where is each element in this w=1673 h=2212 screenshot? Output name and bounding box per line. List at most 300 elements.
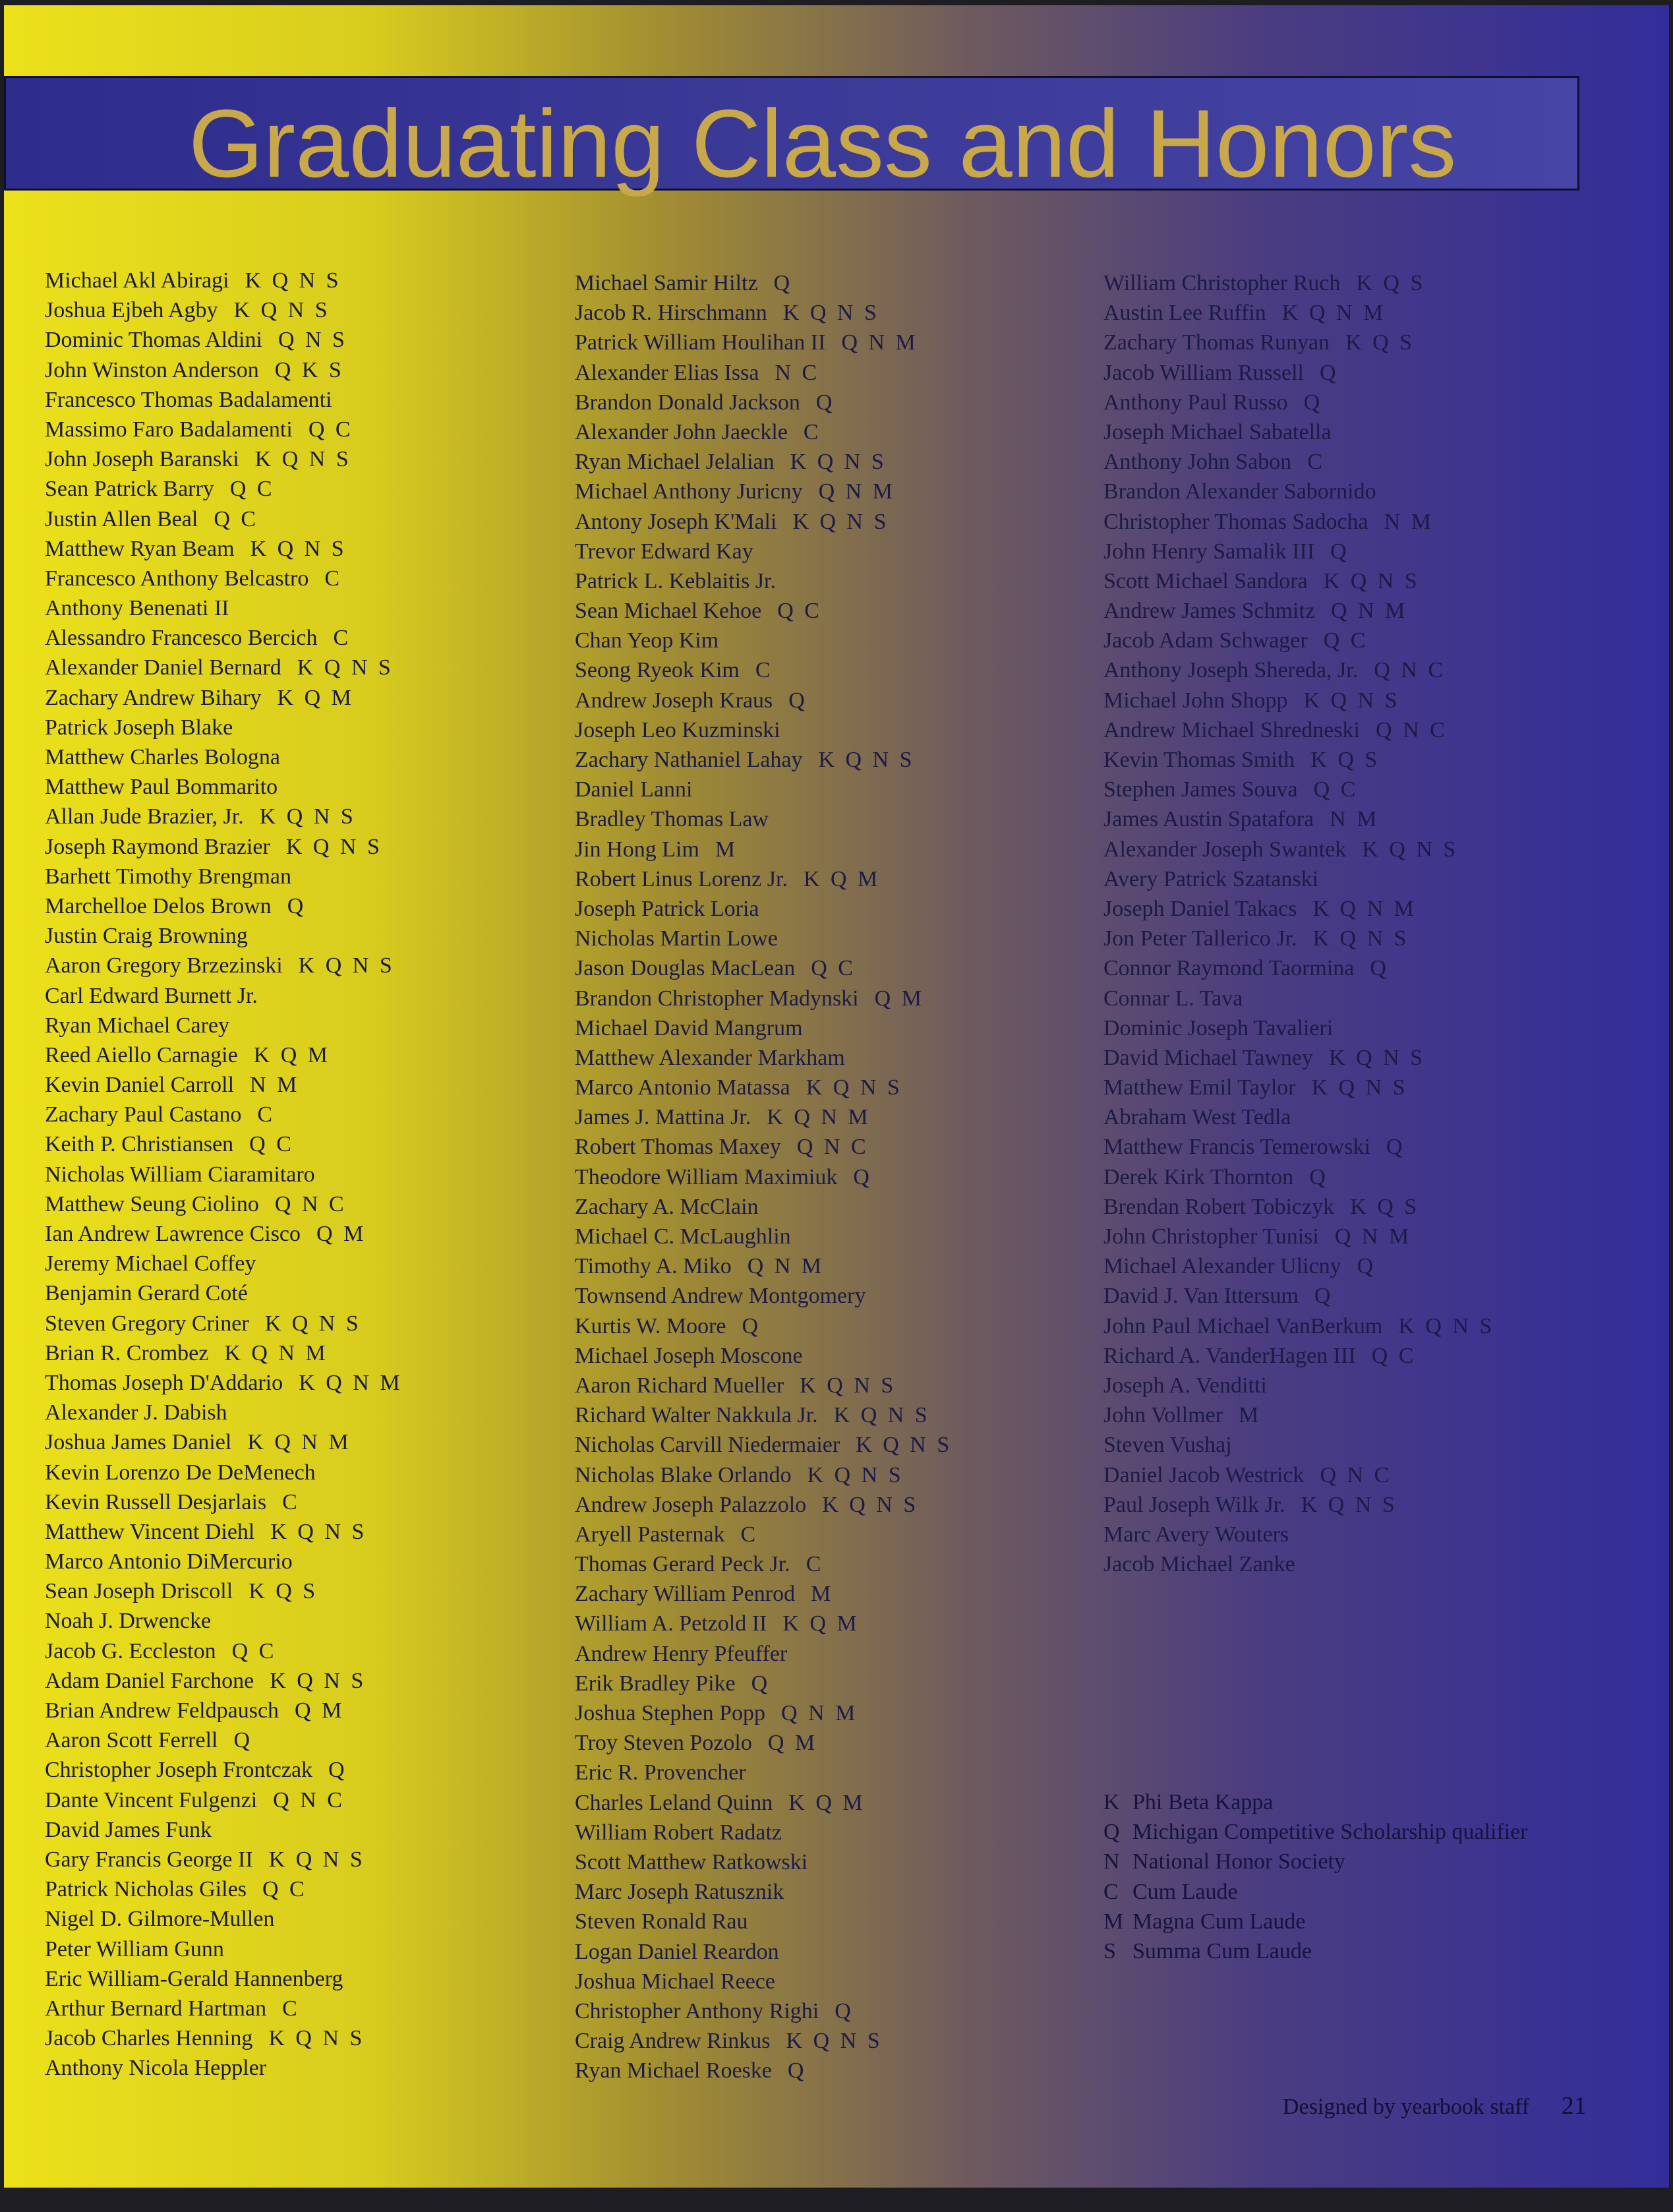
graduate-row	[1103, 804, 1618, 834]
graduate-name: Steven Gregory Criner	[45, 1311, 249, 1336]
graduate-name: Joseph Daniel Takacs	[1103, 896, 1297, 921]
graduate-row	[1103, 864, 1618, 894]
graduate-row	[45, 802, 559, 831]
graduate-row	[45, 266, 559, 295]
honors-codes: Q C	[262, 1877, 307, 1902]
graduate-name: Joseph Michael Sabatella	[1103, 419, 1332, 444]
graduate-name: John Paul Michael VanBerkum	[1103, 1313, 1383, 1338]
graduate-row	[1103, 835, 1618, 864]
legend-label: National Honor Society	[1132, 1849, 1345, 1874]
graduate-name: Matthew Charles Bologna	[45, 745, 280, 769]
honors-codes: K Q N S	[806, 1075, 902, 1100]
graduate-row	[1103, 1520, 1618, 1549]
graduate-row	[575, 1818, 1089, 1847]
graduate-row	[45, 1815, 559, 1845]
graduate-name: Avery Patrick Szatanski	[1103, 866, 1319, 891]
graduate-row	[1103, 1132, 1618, 1162]
graduate-row	[45, 504, 559, 534]
graduate-row	[1103, 477, 1618, 506]
graduate-row	[575, 715, 1089, 745]
graduate-row	[45, 1964, 559, 1994]
graduate-name: Jeremy Michael Coffey	[45, 1251, 256, 1276]
graduate-row	[575, 1937, 1089, 1967]
honors-codes: N C	[775, 360, 820, 385]
graduate-row	[45, 832, 559, 862]
graduate-name: Kevin Russell Desjarlais	[45, 1489, 267, 1514]
graduate-row	[1103, 388, 1618, 417]
graduate-name: William A. Petzold II	[575, 1611, 767, 1636]
graduate-row	[45, 981, 559, 1011]
honors-codes: Q	[1386, 1135, 1405, 1160]
honors-codes: K Q N M	[767, 1105, 871, 1130]
graduate-row	[575, 894, 1089, 924]
honors-codes: C	[333, 626, 351, 651]
honors-codes: Q	[751, 1671, 771, 1696]
page-number: 21	[1561, 2092, 1587, 2120]
legend-label: Michigan Competitive Scholarship qualifier	[1132, 1820, 1528, 1845]
graduate-row	[575, 566, 1089, 596]
graduate-row	[575, 984, 1089, 1013]
honors-codes: K Q N S	[270, 1668, 367, 1693]
graduate-row	[575, 1400, 1089, 1430]
honors-codes: M	[1239, 1403, 1262, 1428]
legend-label: Cum Laude	[1132, 1879, 1238, 1904]
honors-codes: Q	[233, 1728, 253, 1753]
graduate-row	[575, 1490, 1089, 1520]
honors-codes: K Q N S	[250, 536, 347, 561]
graduate-name: Marc Joseph Ratusznik	[575, 1880, 784, 1905]
graduate-row	[45, 1011, 559, 1040]
honors-codes: K Q N S	[792, 509, 889, 534]
graduate-row	[45, 1189, 559, 1219]
honors-codes: K Q N S	[1303, 688, 1400, 713]
graduate-name: Nigel D. Gilmore-Mullen	[45, 1907, 275, 1932]
honors-codes: Q	[1357, 1254, 1376, 1279]
legend-item	[1103, 1907, 1528, 1936]
honors-codes: K Q N M	[1281, 301, 1386, 326]
honors-codes: K Q N S	[285, 834, 382, 859]
honors-codes: K Q N S	[800, 1373, 896, 1398]
graduate-row	[575, 1579, 1089, 1609]
graduate-name: Peter William Gunn	[45, 1936, 224, 1961]
honors-codes: Q C	[308, 417, 353, 442]
graduate-row	[45, 1517, 559, 1547]
graduate-name: Arthur Bernard Hartman	[45, 1996, 267, 2021]
honors-codes: Q N M	[841, 330, 918, 355]
graduate-name: Kurtis W. Moore	[575, 1313, 726, 1338]
graduate-row	[45, 891, 559, 921]
graduate-name: Patrick L. Keblaitis Jr.	[575, 568, 777, 593]
graduate-name: John Henry Samalik III	[1103, 539, 1315, 564]
graduate-name: Matthew Ryan Beam	[45, 536, 235, 561]
honors-codes: Q M	[767, 1731, 818, 1756]
graduate-row	[575, 507, 1089, 537]
graduate-name: Ryan Michael Jelalian	[575, 450, 775, 475]
graduate-name: Allan Jude Brazier, Jr.	[45, 804, 244, 829]
graduate-name: Aaron Scott Ferrell	[45, 1728, 218, 1753]
honors-codes: Q C	[229, 477, 275, 502]
graduate-row	[45, 385, 559, 415]
graduate-name: Alexander Elias Issa	[575, 360, 759, 385]
graduate-name: Nicholas Carvill Niedermaier	[575, 1433, 840, 1458]
graduate-name: Alessandro Francesco Bercich	[45, 626, 318, 651]
honors-codes: Q N M	[781, 1701, 858, 1725]
graduate-row	[45, 1398, 559, 1427]
graduate-name: Brandon Christopher Madynski	[575, 986, 859, 1011]
graduate-name: Michael Samir Hiltz	[575, 271, 758, 295]
legend-item	[1103, 1847, 1528, 1876]
graduate-row	[575, 2026, 1089, 2056]
graduate-name: Matthew Seung Ciolino	[45, 1191, 259, 1216]
honors-codes: Q	[788, 688, 807, 713]
honors-codes: K Q N S	[268, 2026, 365, 2051]
graduate-row	[1103, 1460, 1618, 1490]
honors-codes: K Q N S	[298, 953, 395, 978]
graduate-name: Kevin Lorenzo De DeMenech	[45, 1460, 316, 1485]
graduate-row	[1103, 358, 1618, 388]
honors-codes: Q N C	[274, 1191, 347, 1216]
honors-codes: Q N M	[1331, 599, 1408, 624]
legend-item	[1103, 1817, 1528, 1847]
graduate-name: Jacob Michael Zanke	[1103, 1552, 1295, 1577]
graduate-row	[45, 474, 559, 504]
graduate-name: Daniel Lanni	[575, 777, 693, 802]
graduate-name: Alexander John Jaeckle	[575, 419, 788, 444]
graduate-name: Marco Antonio DiMercurio	[45, 1549, 293, 1574]
honors-codes: Q	[773, 271, 793, 295]
graduate-name: Derek Kirk Thornton	[1103, 1164, 1294, 1189]
names-column-1	[45, 266, 559, 2083]
graduate-name: Ryan Michael Carey	[45, 1013, 229, 1038]
honors-codes: K Q N S	[786, 2029, 883, 2054]
graduate-name: Connor Raymond Taormina	[1103, 956, 1355, 981]
honors-codes: Q C	[214, 506, 259, 531]
graduate-row	[1103, 298, 1618, 328]
graduate-name: Jacob Charles Henning	[45, 2026, 253, 2051]
names-column-3	[1103, 268, 1618, 1579]
graduate-row	[45, 1129, 559, 1159]
graduate-row	[45, 683, 559, 713]
graduate-row	[45, 444, 559, 474]
graduate-name: Seong Ryeok Kim	[575, 658, 740, 683]
graduate-row	[45, 1547, 559, 1576]
legend-code: S	[1103, 1938, 1116, 1963]
graduate-name: Bradley Thomas Law	[575, 807, 769, 832]
honors-codes: Q	[1314, 1284, 1334, 1309]
graduate-name: Anthony Joseph Shereda, Jr.	[1103, 658, 1359, 683]
graduate-row	[45, 862, 559, 891]
graduate-row	[45, 1249, 559, 1278]
graduate-name: Michael Akl Abiragi	[45, 268, 229, 293]
graduate-row	[1103, 655, 1618, 685]
honors-codes: Q	[742, 1313, 761, 1338]
legend-code: Q	[1103, 1820, 1120, 1845]
honors-codes: K Q N S	[1362, 837, 1459, 862]
graduate-row	[575, 447, 1089, 477]
graduate-row	[1103, 715, 1618, 745]
graduate-row	[575, 1222, 1089, 1251]
honors-codes: Q C	[1371, 1343, 1417, 1368]
honors-codes: Q M	[874, 986, 924, 1011]
graduate-name: John Winston Anderson	[45, 357, 259, 382]
graduate-row	[575, 537, 1089, 566]
graduate-name: Andrew James Schmitz	[1103, 599, 1316, 624]
graduate-row	[45, 564, 559, 593]
graduate-row	[575, 1996, 1089, 2026]
graduate-row	[45, 295, 559, 325]
graduate-row	[45, 1696, 559, 1725]
graduate-row	[1103, 1341, 1618, 1371]
graduate-name: Michael John Shopp	[1103, 688, 1288, 713]
honors-codes: K Q N S	[254, 447, 351, 472]
honors-codes: K Q M	[253, 1042, 331, 1067]
honors-codes: C	[755, 658, 773, 683]
graduate-name: Daniel Jacob Westrick	[1103, 1462, 1305, 1487]
graduate-row	[45, 1487, 559, 1517]
graduate-row	[1103, 745, 1618, 775]
graduate-name: Sean Michael Kehoe	[575, 599, 762, 624]
graduate-row	[1103, 1430, 1618, 1460]
graduate-name: Michael Joseph Moscone	[575, 1343, 803, 1368]
honors-codes: Q	[287, 893, 307, 918]
graduate-row	[45, 921, 559, 951]
graduate-name: Alexander Daniel Bernard	[45, 655, 281, 680]
graduate-name: Alexander Joseph Swantek	[1103, 837, 1347, 862]
graduate-row	[1103, 1371, 1618, 1400]
honors-legend	[1103, 1787, 1528, 1966]
honors-codes: Q N C	[273, 1787, 345, 1812]
honors-codes: C	[257, 1102, 276, 1127]
honors-codes: K Q N S	[245, 268, 341, 293]
graduate-name: Joshua Michael Reece	[575, 1969, 775, 1994]
graduate-row	[45, 742, 559, 772]
graduate-name: Chan Yeop Kim	[575, 628, 719, 653]
graduate-row	[45, 1874, 559, 1904]
honors-codes: Q C	[249, 1132, 294, 1157]
graduate-row	[45, 355, 559, 385]
graduate-row	[1103, 447, 1618, 477]
footer-credit: Designed by yearbook staff	[1283, 2095, 1530, 2119]
graduate-name: Kevin Daniel Carroll	[45, 1073, 235, 1098]
graduate-row	[1103, 537, 1618, 566]
graduate-name: Christopher Anthony Righi	[575, 1998, 819, 2023]
graduate-name: Stephen James Souva	[1103, 777, 1298, 802]
graduate-name: Michael C. McLaughlin	[575, 1224, 791, 1249]
graduate-name: Matthew Francis Temerowski	[1103, 1135, 1370, 1160]
graduate-name: Anthony John Sabon	[1103, 450, 1292, 475]
honors-codes: K Q S	[1310, 748, 1380, 772]
graduate-row	[45, 1904, 559, 1934]
graduate-row	[1103, 268, 1618, 298]
graduate-row	[1103, 1281, 1618, 1311]
graduate-row	[1103, 1192, 1618, 1222]
graduate-row	[1103, 686, 1618, 715]
graduate-name: Steven Vushaj	[1103, 1433, 1232, 1458]
legend-code: M	[1103, 1909, 1124, 1934]
honors-codes: K Q S	[1350, 1194, 1420, 1219]
legend-label: Phi Beta Kappa	[1132, 1790, 1274, 1814]
legend-code: C	[1103, 1879, 1119, 1904]
graduate-row	[45, 1725, 559, 1755]
graduate-name: Marchelloe Delos Brown	[45, 893, 272, 918]
graduate-row	[1103, 626, 1618, 655]
honors-codes: K Q S	[249, 1579, 318, 1604]
graduate-row	[45, 653, 559, 682]
graduate-name: Dominic Joseph Tavalieri	[1103, 1015, 1334, 1040]
graduate-name: Nicholas Blake Orlando	[575, 1462, 792, 1487]
graduate-row	[45, 1666, 559, 1696]
honors-codes: K Q N S	[1323, 568, 1420, 593]
graduate-name: Anthony Paul Russo	[1103, 390, 1288, 415]
graduate-row	[45, 2053, 559, 2083]
honors-codes: K Q N S	[268, 1847, 365, 1872]
honors-codes: K Q N S	[807, 1462, 904, 1487]
graduate-name: Brian Andrew Feldpausch	[45, 1698, 279, 1723]
graduate-row	[45, 534, 559, 564]
graduate-row	[575, 1520, 1089, 1549]
graduate-name: Aaron Richard Mueller	[575, 1373, 784, 1398]
graduate-row	[1103, 984, 1618, 1013]
honors-codes: C	[1307, 450, 1325, 475]
graduate-name: Sean Patrick Barry	[45, 477, 214, 502]
graduate-row	[575, 1073, 1089, 1102]
graduate-name: Zachary Nathaniel Lahay	[575, 748, 803, 772]
graduate-row	[575, 953, 1089, 983]
honors-codes: K Q N S	[822, 1492, 919, 1517]
graduate-name: Andrew Joseph Palazzolo	[575, 1492, 807, 1517]
graduate-name: John Christopher Tunisi	[1103, 1224, 1319, 1249]
honors-codes: Q N C	[1376, 717, 1448, 742]
graduate-name: Matthew Vincent Diehl	[45, 1519, 255, 1544]
graduate-row	[1103, 953, 1618, 983]
graduate-name: Sean Joseph Driscoll	[45, 1579, 233, 1604]
graduate-name: Brandon Donald Jackson	[575, 390, 800, 415]
graduate-name: Reed Aiello Carnagie	[45, 1042, 238, 1067]
graduate-name: Dominic Thomas Aldini	[45, 328, 262, 353]
graduate-row	[1103, 507, 1618, 537]
honors-codes: N M	[250, 1073, 300, 1098]
graduate-row	[575, 1669, 1089, 1698]
honors-codes: K Q M	[803, 866, 881, 891]
graduate-name: Justin Allen Beal	[45, 506, 198, 531]
graduate-name: Francesco Anthony Belcastro	[45, 566, 309, 591]
honors-codes: Q N C	[1374, 658, 1446, 683]
graduate-row	[575, 835, 1089, 864]
graduate-row	[45, 1338, 559, 1368]
graduate-name: Adam Daniel Farchone	[45, 1668, 254, 1693]
page-footer	[1283, 2091, 1587, 2120]
honors-codes: C	[740, 1522, 759, 1547]
honors-codes: K Q M	[277, 685, 354, 710]
graduate-name: Michael Anthony Juricny	[575, 479, 803, 504]
honors-codes: C	[803, 419, 821, 444]
graduate-name: William Robert Radatz	[575, 1820, 782, 1845]
graduate-name: Noah J. Drwencke	[45, 1609, 212, 1634]
honors-codes: K Q S	[1345, 330, 1415, 355]
graduate-name: Brian R. Crombez	[45, 1340, 209, 1365]
graduate-name: Craig Andrew Rinkus	[575, 2029, 771, 2054]
honors-codes: Q M	[295, 1698, 345, 1723]
graduate-row	[575, 1967, 1089, 1996]
graduate-name: David J. Van Ittersum	[1103, 1284, 1299, 1309]
honors-codes: K Q M	[782, 1611, 860, 1636]
graduate-row	[575, 1341, 1089, 1371]
graduate-row	[575, 1132, 1089, 1162]
graduate-row	[575, 388, 1089, 417]
graduate-row	[575, 1847, 1089, 1877]
graduate-row	[575, 1460, 1089, 1490]
graduate-name: Zachary Paul Castano	[45, 1102, 242, 1127]
graduate-row	[1103, 1102, 1618, 1132]
graduate-name: Joseph Leo Kuzminski	[575, 717, 780, 742]
honors-codes: Q	[1303, 390, 1323, 415]
graduate-name: Brandon Alexander Sabornido	[1103, 479, 1376, 504]
graduate-row	[45, 1636, 559, 1666]
graduate-row	[575, 745, 1089, 775]
graduate-name: Zachary A. McClain	[575, 1194, 759, 1219]
graduate-name: Richard Walter Nakkula Jr.	[575, 1403, 818, 1428]
honors-codes: Q	[853, 1164, 872, 1189]
graduate-name: Andrew Michael Shredneski	[1103, 717, 1361, 742]
legend-code: N	[1103, 1849, 1120, 1874]
graduate-name: Carl Edward Burnett Jr.	[45, 983, 258, 1008]
graduate-name: Jon Peter Tallerico Jr.	[1103, 926, 1297, 951]
graduate-row	[45, 325, 559, 355]
legend-item	[1103, 1936, 1528, 1966]
graduate-row	[575, 1013, 1089, 1043]
honors-codes: C	[806, 1552, 824, 1577]
honors-codes: Q K S	[274, 357, 344, 382]
graduate-row	[45, 1309, 559, 1338]
honors-codes: M	[811, 1582, 834, 1607]
graduate-name: Andrew Henry Pfeuffer	[575, 1641, 788, 1666]
graduate-name: Andrew Joseph Kraus	[575, 688, 773, 713]
graduate-name: Zachary William Penrod	[575, 1582, 796, 1607]
graduate-row	[45, 772, 559, 802]
graduate-row	[1103, 1043, 1618, 1073]
honors-codes: Q C	[1313, 777, 1359, 802]
honors-codes: K Q N M	[1312, 896, 1417, 921]
graduate-row	[575, 268, 1089, 298]
graduate-name: Richard A. VanderHagen III	[1103, 1343, 1356, 1368]
graduate-name: Benjamin Gerard Coté	[45, 1281, 248, 1306]
graduate-row	[575, 1788, 1089, 1818]
graduate-name: Jacob G. Eccleston	[45, 1638, 216, 1663]
graduate-row	[1103, 1549, 1618, 1579]
honors-codes: K Q N S	[297, 655, 394, 680]
graduate-row	[575, 596, 1089, 626]
graduate-name: Michael Alexander Ulicny	[1103, 1254, 1341, 1279]
honors-codes: K Q N S	[856, 1433, 953, 1458]
graduate-row	[45, 2023, 559, 2053]
graduate-name: Townsend Andrew Montgomery	[575, 1284, 866, 1309]
graduate-name: Dante Vincent Fulgenzi	[45, 1787, 258, 1812]
honors-codes: M	[715, 837, 738, 862]
graduate-name: Patrick William Houlihan II	[575, 330, 826, 355]
graduate-name: Barhett Timothy Brengman	[45, 864, 291, 889]
graduate-name: Zachary Andrew Bihary	[45, 685, 262, 710]
honors-codes: Q N M	[747, 1254, 825, 1279]
graduate-name: Troy Steven Pozolo	[575, 1731, 752, 1756]
graduate-row	[1103, 1251, 1618, 1281]
graduate-row	[575, 804, 1089, 834]
honors-codes: Q	[1370, 956, 1389, 981]
graduate-row	[1103, 894, 1618, 924]
graduate-name: David Michael Tawney	[1103, 1045, 1314, 1070]
honors-codes: Q	[1309, 1164, 1328, 1189]
graduate-name: Jacob R. Hirschmann	[575, 301, 767, 326]
graduate-row	[45, 1278, 559, 1308]
